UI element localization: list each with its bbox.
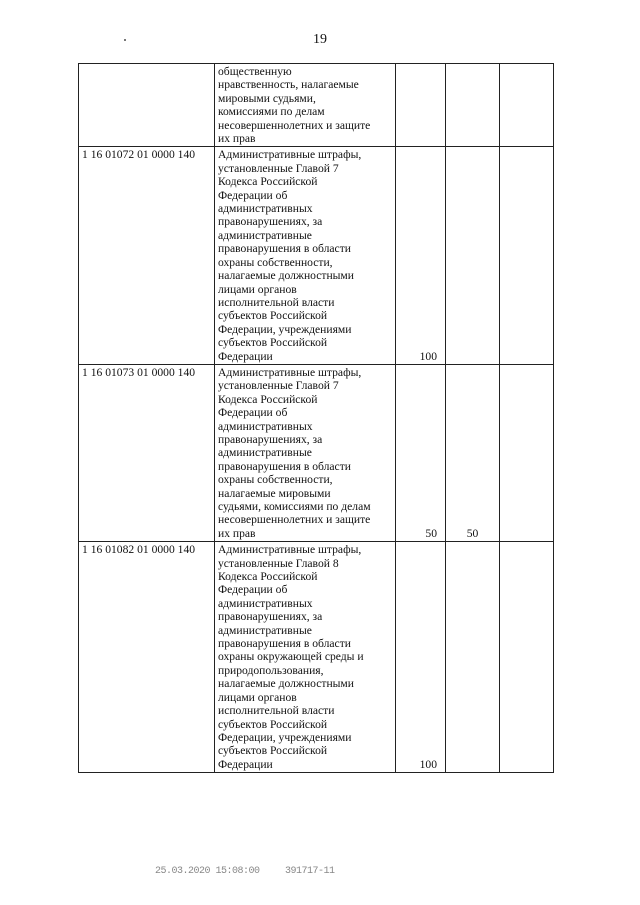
norm-value-cell — [446, 542, 500, 773]
norm-value-cell: 50 — [396, 364, 446, 541]
description-line: лицами органов — [218, 282, 297, 296]
description-line: охраны окружающей среды и — [218, 650, 364, 664]
description-line: Федерации об — [218, 188, 288, 202]
description-line: правонарушениях, за — [218, 432, 323, 446]
budget-code-cell: 1 16 01072 01 0000 140 — [79, 147, 215, 365]
description-line: налагаемые должностными — [218, 269, 354, 283]
description-line: субъектов Российской — [218, 336, 328, 350]
scan-speck — [124, 39, 126, 41]
description-cell — [215, 64, 396, 147]
description-line: административных — [218, 596, 313, 610]
description-line: административных — [218, 202, 313, 216]
norm-value-cell: 100 — [396, 147, 446, 365]
description-line: Федерации, учреждениями — [218, 730, 352, 744]
description-line: правонарушения в области — [218, 242, 351, 256]
description-line: административные — [218, 446, 312, 460]
empty-cell — [500, 542, 554, 773]
page-number: 19 — [313, 32, 327, 47]
description-cell — [215, 542, 396, 773]
description-line: Федерации об — [218, 406, 288, 420]
budget-code-cell: 1 16 01073 01 0000 140 — [79, 364, 215, 541]
description-line: мировыми судьями, — [218, 91, 316, 105]
description-line: общественную — [218, 65, 292, 78]
description-line: Кодекса Российской — [218, 175, 318, 189]
description-line: Федерации — [218, 757, 273, 771]
description-line: административные — [218, 623, 312, 637]
table-row — [79, 364, 554, 541]
description-line: охраны собственности, — [218, 473, 333, 487]
description-line: исполнительной власти — [218, 295, 335, 309]
description-line: Административные штрафы, — [218, 543, 362, 557]
description-line: нравственность, налагаемые — [218, 78, 359, 92]
description-line: Федерации об — [218, 583, 288, 597]
description-line: субъектов Российской — [218, 309, 328, 323]
description-line: правонарушениях, за — [218, 610, 323, 624]
description-line: правонарушения в области — [218, 637, 351, 651]
description-line: Административные штрафы, — [218, 365, 362, 379]
description-line: несовершеннолетних и защите — [218, 513, 371, 527]
table-row — [79, 147, 554, 365]
description-line: природопользования, — [218, 663, 324, 677]
description-line: правонарушениях, за — [218, 215, 323, 229]
norm-value-cell: 100 — [396, 542, 446, 773]
table-row — [79, 542, 554, 773]
description-line: судьями, комиссиями по делам — [218, 500, 371, 513]
norm-value-cell — [446, 64, 500, 147]
description-line: несовершеннолетних и защите — [218, 118, 371, 132]
description-line: Федерации, учреждениями — [218, 322, 352, 336]
norm-value-cell: 50 — [446, 364, 500, 541]
empty-cell — [500, 364, 554, 541]
description-line: установленные Главой 7 — [218, 379, 339, 393]
description-line: Кодекса Российской — [218, 570, 318, 584]
description-line: административные — [218, 228, 312, 242]
description-line: охраны собственности, — [218, 255, 333, 269]
description-line: их прав — [218, 526, 256, 540]
description-line: налагаемые мировыми — [218, 486, 331, 500]
description-line: их прав — [218, 132, 256, 146]
description-cell — [215, 147, 396, 365]
description-line: исполнительной власти — [218, 704, 335, 718]
table-row — [79, 64, 554, 147]
description-line: субъектов Российской — [218, 717, 328, 731]
budget-table — [78, 63, 554, 773]
description-line: административных — [218, 419, 313, 433]
footer-doc-id: 391717-11 — [285, 866, 335, 877]
budget-code-cell — [79, 64, 215, 147]
empty-cell — [500, 64, 554, 147]
description-line: установленные Главой 7 — [218, 161, 339, 175]
norm-value-cell — [446, 147, 500, 365]
footer-timestamp: 25.03.2020 15:08:00 — [155, 866, 260, 877]
description-line: Федерации — [218, 349, 273, 363]
description-cell — [215, 364, 396, 541]
description-line: правонарушения в области — [218, 459, 351, 473]
description-line: комиссиями по делам — [218, 105, 325, 119]
description-line: установленные Главой 8 — [218, 556, 339, 570]
budget-code-cell: 1 16 01082 01 0000 140 — [79, 542, 215, 773]
empty-cell — [500, 147, 554, 365]
norm-value-cell — [396, 64, 446, 147]
description-line: Кодекса Российской — [218, 392, 318, 406]
description-line: лицами органов — [218, 690, 297, 704]
description-line: Административные штрафы, — [218, 148, 362, 162]
description-line: налагаемые должностными — [218, 677, 354, 691]
description-line: субъектов Российской — [218, 744, 328, 758]
